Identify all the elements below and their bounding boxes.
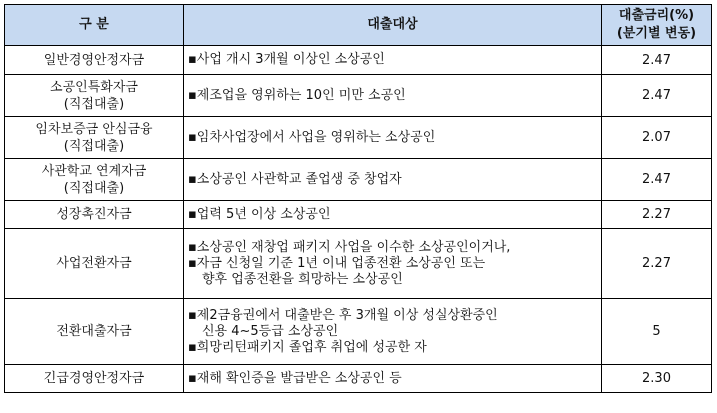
header-rate-note: (분기별 변동) [616, 26, 697, 41]
loan-target-cell [184, 299, 602, 365]
target-line: ▪사업 개시 3개월 이상인 소상공인 [188, 52, 385, 67]
fund-name-cell [5, 201, 184, 229]
header-interest-rate [602, 5, 712, 46]
loan-rate-table [4, 4, 712, 393]
fund-name: 소공인특화자금 [50, 79, 138, 95]
header-loan-target: 대출대상 [184, 5, 602, 46]
fund-name-cell [5, 117, 184, 159]
table-row [5, 201, 712, 229]
header-rate-title: 대출금리(%) [618, 8, 695, 23]
fund-name: 성장촉진자금 [56, 207, 132, 222]
interest-rate: 2.27 [602, 229, 712, 299]
loan-target-cell [184, 201, 602, 229]
loan-target-cell [184, 46, 602, 75]
target-line: 향후 업종전환을 희망하는 소상공인 [202, 271, 403, 287]
interest-rate: 2.30 [602, 365, 712, 393]
table-row [5, 46, 712, 75]
fund-name-cell [5, 46, 184, 75]
fund-name-cell [5, 75, 184, 117]
loan-target-cell [184, 365, 602, 393]
loan-target-cell [184, 159, 602, 201]
fund-name: 사관학교 연계자금 [41, 163, 147, 179]
fund-name: 긴급경영안정자금 [43, 371, 145, 386]
target-line: ▪업력 5년 이상 소상공인 [188, 206, 331, 222]
fund-name: 사업전환자금 [56, 256, 132, 271]
fund-name-note: (직접대출) [63, 180, 125, 196]
interest-rate: 2.47 [602, 159, 712, 201]
interest-rate: 2.47 [602, 46, 712, 75]
table-row [5, 365, 712, 393]
interest-rate: 2.47 [602, 75, 712, 117]
table-row [5, 229, 712, 299]
target-line: ▪소상공인 사관학교 졸업생 중 창업자 [188, 171, 402, 187]
target-line: ▪재해 확인증을 발급받은 소상공인 등 [188, 370, 402, 386]
table-row [5, 117, 712, 159]
interest-rate: 2.07 [602, 117, 712, 159]
interest-rate: 5 [602, 299, 712, 365]
table-row [5, 75, 712, 117]
target-line: 신용 4~5등급 소상공인 [202, 323, 339, 339]
fund-name: 일반경영안정자금 [43, 52, 145, 68]
table-row [5, 299, 712, 365]
fund-name: 전환대출자금 [56, 324, 132, 339]
fund-name: 임차보증금 안심금융 [35, 121, 153, 137]
loan-target-cell [184, 229, 602, 299]
fund-name-cell [5, 229, 184, 299]
interest-rate: 2.27 [602, 201, 712, 229]
loan-target-cell [184, 117, 602, 159]
fund-name-cell [5, 365, 184, 393]
target-line: ▪자금 신청일 기준 1년 이내 업종전환 소상공인 또는 [188, 255, 486, 271]
fund-name-cell [5, 159, 184, 201]
fund-name-note: (직접대출) [63, 138, 125, 154]
loan-target-cell [184, 75, 602, 117]
target-line: ▪소상공인 재창업 패키지 사업을 이수한 소상공인이거나, [188, 239, 511, 255]
header-category: 구 분 [5, 5, 184, 46]
target-line: ▪제2금융권에서 대출받은 후 3개월 이상 성실상환중인 [188, 307, 498, 323]
target-line: ▪임차사업장에서 사업을 영위하는 소상공인 [188, 129, 436, 145]
fund-name-cell [5, 299, 184, 365]
target-line: ▪제조업을 영위하는 10인 미만 소공인 [188, 87, 406, 103]
table-header-row [5, 5, 712, 46]
table-row [5, 159, 712, 201]
fund-name-note: (직접대출) [63, 96, 125, 112]
target-line: ▪희망리턴패키지 졸업후 취업에 성공한 자 [188, 339, 427, 355]
